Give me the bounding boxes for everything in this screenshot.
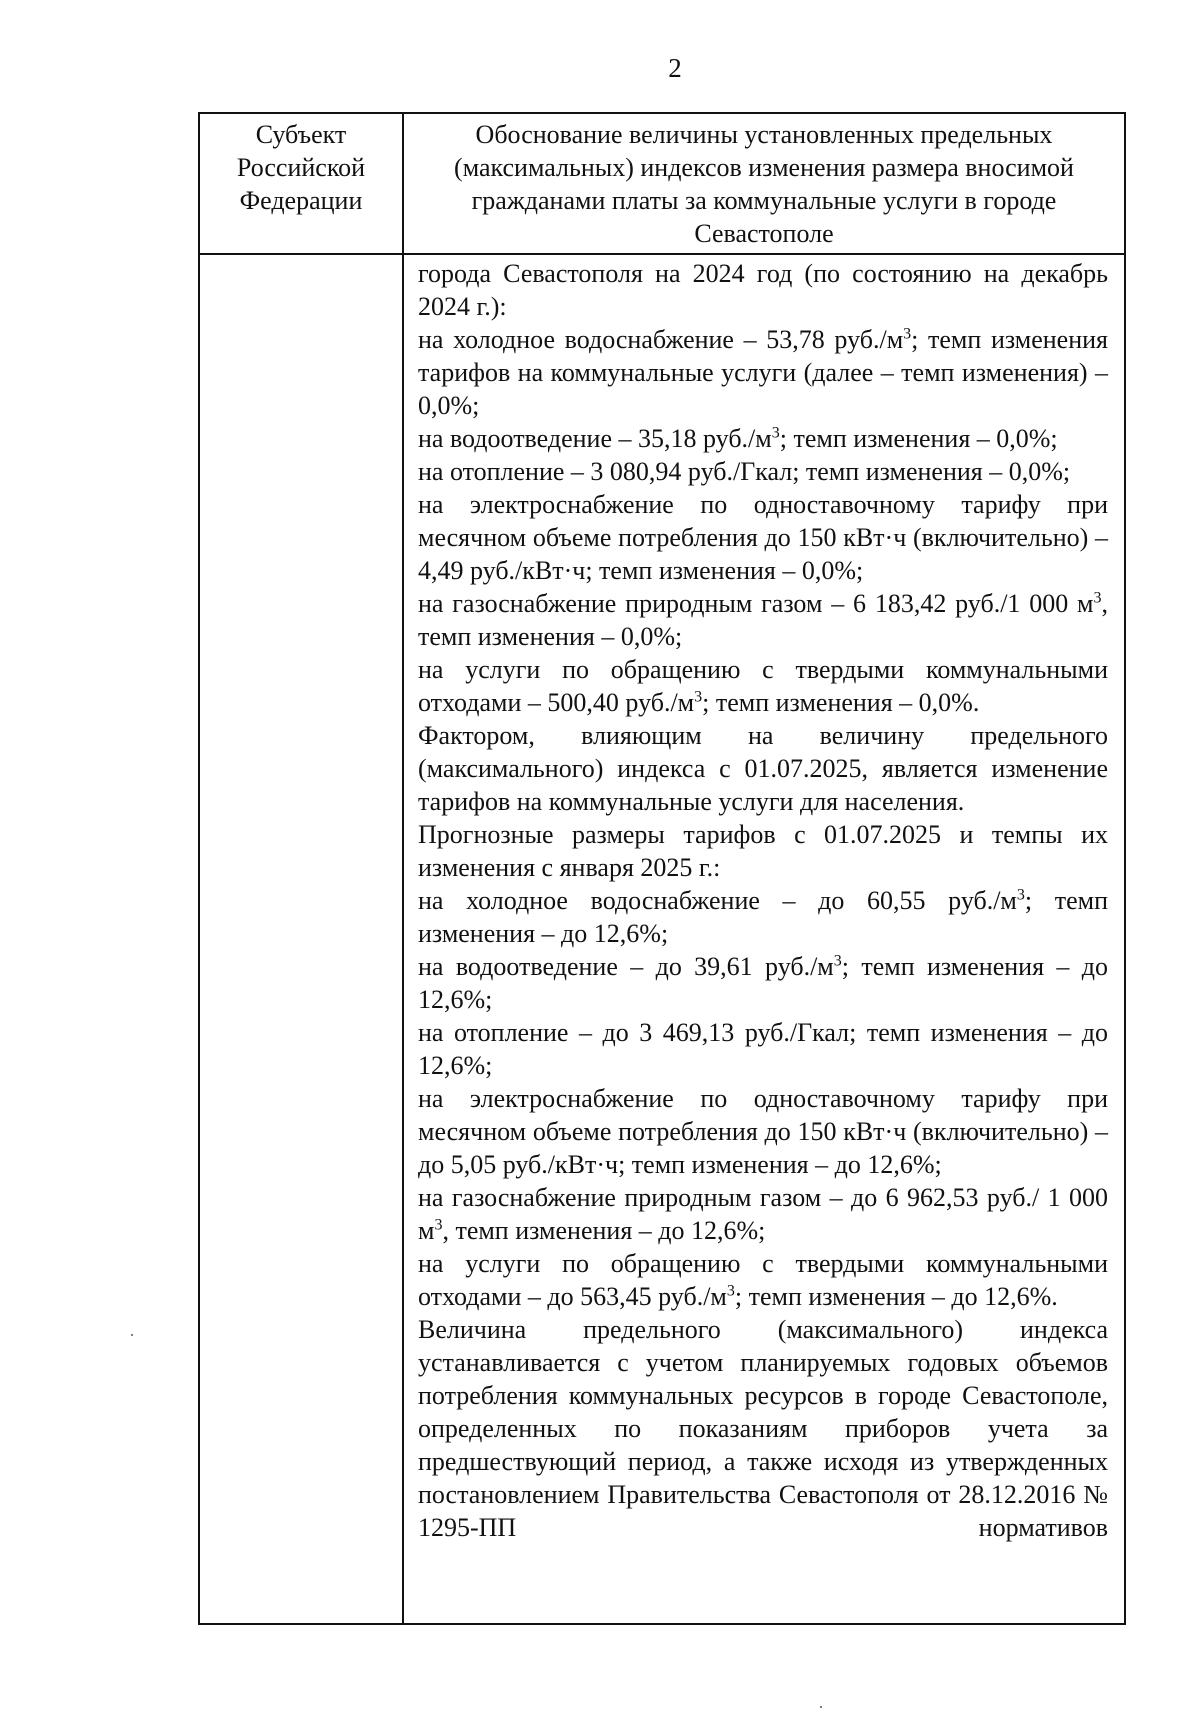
- paragraph: [418, 950, 1108, 1016]
- paragraph: [418, 1181, 1108, 1247]
- paragraph-text: ; темп изменения – до 12,6%;: [418, 886, 1108, 948]
- paragraph: [418, 884, 1108, 950]
- paragraph: Фактором, влияющим на величину предельного (максимального) индекса с 01.07.2025, является изменение тарифов на коммунальные услуги для населения.: [418, 721, 1108, 816]
- paragraph-text: на газоснабжение природным газом – 6 183,42 руб./1 000 м: [418, 589, 1094, 618]
- paragraph-text: на водоотведение – до 39,61 руб./м: [418, 952, 834, 981]
- scan-speck: [131, 1334, 133, 1336]
- paragraph: на отопление – до 3 469,13 руб./Гкал; темп изменения – до 12,6%;: [418, 1018, 1108, 1080]
- paragraph-text: ; темп изменения – до 12,6%.: [734, 1282, 1058, 1311]
- paragraph-text: , темп изменения – до 12,6%;: [442, 1216, 766, 1245]
- superscript: 3: [833, 952, 842, 970]
- paragraph: на электроснабжение по одноставочному тарифу при месячном объеме потребления до 150 кВт·ч (включительно) – 4,49 руб./кВт·ч; темп изменения – 0,0%;: [418, 490, 1108, 585]
- paragraph-text: на услуги по обращению с твердыми коммунальными отходами – 500,40 руб./м: [418, 655, 1108, 717]
- paragraph: города Севастополя на 2024 год (по состоянию на декабрь 2024 г.):: [418, 259, 1108, 321]
- paragraph: Величина предельного (максимального) индекса устанавливается с учетом планируемых годовых объемов потребления коммунальных ресурсов в городе Севастополе, определенных по показаниям приборов учета за предшествующий период, а также исходя из утвержденных постановлением Правительства Севастополя от 28.12.2016 № 1295-ПП нормативов: [418, 1315, 1108, 1542]
- superscript: 3: [903, 325, 912, 343]
- paragraph-text: ; темп изменения – 0,0%.: [702, 688, 980, 717]
- paragraph-text: на услуги по обращению с твердыми коммунальными отходами – до 563,45 руб./м: [418, 1249, 1108, 1311]
- header-subject: Субъект Российской Федерации: [199, 113, 403, 254]
- justification-text: [418, 257, 1108, 1544]
- paragraph: [418, 323, 1108, 422]
- paragraph: [418, 1247, 1108, 1313]
- header-justification: Обоснование величины установленных предельных (максимальных) индексов изменения размера вносимой гражданами платы за коммунальные услуги в городе Севастополе: [403, 113, 1125, 254]
- paragraph-text: , темп изменения – 0,0%;: [418, 589, 1108, 651]
- page-number: 2: [668, 53, 682, 83]
- justification-cell: [403, 254, 1125, 1624]
- table-body-row: [199, 254, 1125, 1624]
- paragraph: Прогнозные размеры тарифов с 01.07.2025 и темпы их изменения с января 2025 г.:: [418, 820, 1108, 882]
- superscript: 3: [726, 1282, 735, 1300]
- paragraph-text: на газоснабжение природным газом – до 6 962,53 руб./ 1 000 м: [418, 1183, 1108, 1245]
- paragraph-text: на холодное водоснабжение – до 60,55 руб./м: [418, 886, 1017, 915]
- justification-table: [198, 112, 1126, 1625]
- superscript: 3: [694, 688, 703, 706]
- paragraph: на электроснабжение по одноставочному тарифу при месячном объеме потребления до 150 кВт·ч (включительно) – до 5,05 руб./кВт·ч; темп изменения – до 12,6%;: [418, 1084, 1108, 1179]
- paragraph-text: ; темп изменения – 0,0%;: [779, 424, 1058, 453]
- paragraph: [418, 587, 1108, 653]
- table-header-row: [199, 113, 1125, 254]
- paragraph: [418, 653, 1108, 719]
- paragraph-text: ; темп изменения – до 12,6%;: [418, 952, 1108, 1014]
- paragraph: [418, 422, 1108, 455]
- paragraph-text: на холодное водоснабжение – 53,78 руб./м: [418, 325, 904, 354]
- scan-speck: [820, 1706, 822, 1708]
- subject-cell: [199, 254, 403, 1624]
- superscript: 3: [771, 424, 780, 442]
- superscript: 3: [1093, 589, 1102, 607]
- paragraph-text: на водоотведение – 35,18 руб./м: [418, 424, 772, 453]
- paragraph-text: ; темп изменения тарифов на коммунальные услуги (далее – темп изменения) – 0,0%;: [418, 325, 1108, 420]
- superscript: 3: [1016, 886, 1025, 904]
- paragraph: на отопление – 3 080,94 руб./Гкал; темп изменения – 0,0%;: [418, 457, 1071, 486]
- superscript: 3: [434, 1216, 443, 1234]
